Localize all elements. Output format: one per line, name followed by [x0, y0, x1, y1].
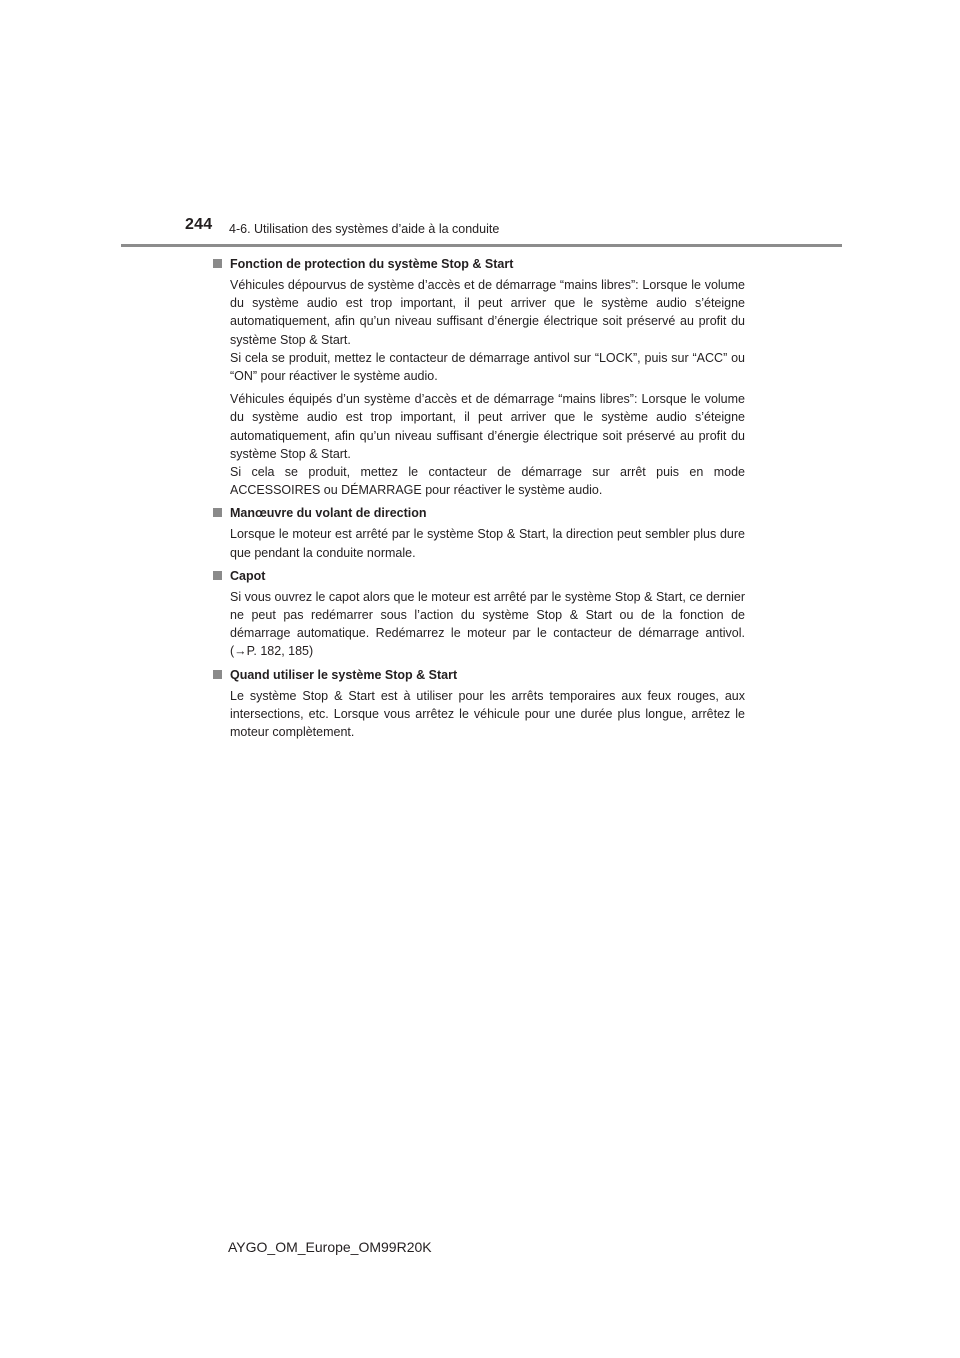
section-heading — [213, 255, 745, 273]
paragraph — [230, 390, 745, 499]
page-number: 244 — [185, 216, 213, 233]
section-when-to-use — [213, 666, 745, 742]
square-bullet-icon — [213, 670, 222, 679]
section-heading-text: Quand utiliser le système Stop & Start — [230, 667, 458, 682]
paragraph-line: Lorsque le moteur est arrêté par le système Stop & Start, la direction peut sembler plus dure que pendant la conduite normale. — [230, 527, 745, 560]
square-bullet-icon — [213, 259, 222, 268]
section-hood — [213, 567, 745, 661]
paragraph — [230, 276, 745, 385]
paragraph-line: Si vous ouvrez le capot alors que le moteur est arrêté par le système Stop & Start, ce dernier ne peut pas redémarrer sous l’action du système Stop & Start ou de la fonction de démarrage automatique. Redémarrez le moteur par le contacteur de démarrage antivol. (→P. 182, 185) — [230, 589, 745, 659]
section-heading — [213, 666, 745, 684]
section-heading-text: Fonction de protection du système Stop & Start — [230, 257, 514, 271]
paragraph-line: Si cela se produit, mettez le contacteur de démarrage sur arrêt puis en mode ACCESSOIRES ou DÉMARRAGE pour réactiver le système audio. — [230, 465, 745, 498]
section-heading — [213, 504, 745, 522]
paragraph-line: Véhicules équipés d’un système d’accès et de démarrage “mains libres”: Lorsque le volume du système audio est trop important, il peut arriver que le système audio s’éteigne automatiquement, afin qu’un niveau suffisant d’énergie électrique soit préservé au profit du système Stop & Start. — [230, 392, 745, 461]
section-heading-text: Capot — [230, 568, 266, 583]
section-heading — [213, 567, 745, 585]
paragraph — [230, 525, 745, 561]
chapter-title: 4-6. Utilisation des systèmes d’aide à la conduite — [229, 222, 500, 236]
square-bullet-icon — [213, 571, 222, 580]
paragraph-line: Véhicules dépourvus de système d’accès et de démarrage “mains libres”: Lorsque le volume du système audio est trop important, il peut arriver que le système audio s’éteigne automatiquement, afin qu’un niveau suffisant d’énergie électrique soit préservé au profit du système Stop & Start. — [230, 278, 745, 347]
section-heading-text: Manœuvre du volant de direction — [230, 506, 427, 521]
paragraph — [230, 687, 745, 742]
header-divider — [121, 244, 842, 247]
paragraph — [230, 588, 745, 661]
paragraph-line: Le système Stop & Start est à utiliser pour les arrêts temporaires aux feux rouges, aux intersections, etc. Lorsque vous arrêtez le véhicule pour une durée plus longue, arrêtez le moteur complètement. — [230, 688, 745, 740]
section-stop-start-protection — [213, 255, 745, 499]
page-content — [213, 255, 745, 746]
square-bullet-icon — [213, 508, 222, 517]
document-code-footer: AYGO_OM_Europe_OM99R20K — [228, 1239, 432, 1255]
section-steering — [213, 504, 745, 561]
paragraph-line: Si cela se produit, mettez le contacteur de démarrage antivol sur “LOCK”, puis sur “ACC” ou “ON” pour réactiver le système audio. — [230, 350, 745, 384]
